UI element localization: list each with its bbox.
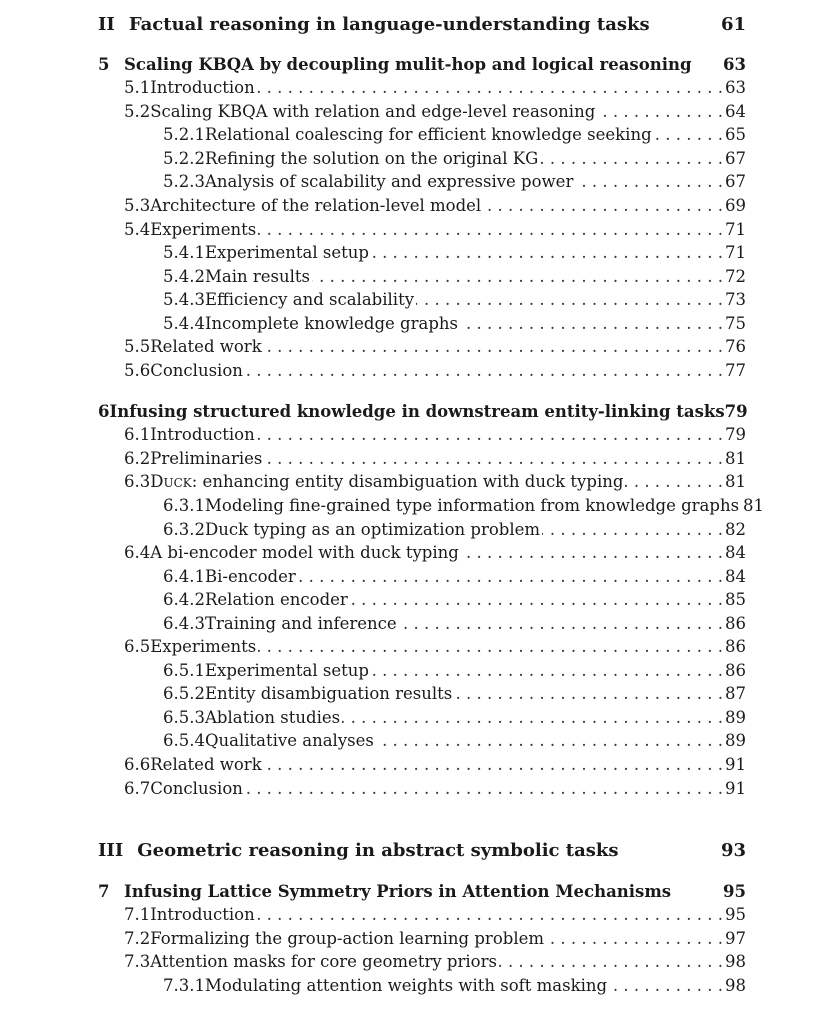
subsection-number: 6.4.2 — [163, 590, 205, 609]
dot-leader — [264, 755, 723, 774]
dot-leader — [399, 614, 723, 633]
subsection-number: 5.4.4 — [163, 314, 205, 333]
subsection-title: Main results — [204, 267, 310, 286]
subsection-title: Analysis of scalability and expressive power — [204, 172, 574, 191]
section-number: 7.3 — [124, 952, 151, 971]
toc-entry — [124, 543, 746, 567]
section-number: 6.7 — [124, 779, 151, 798]
dot-leader — [245, 361, 723, 380]
page-number: 86 — [725, 614, 746, 633]
section-number: 5.3 — [124, 196, 151, 215]
part-title: Factual reasoning in language-understanding tasks — [128, 14, 650, 35]
dot-leader — [461, 543, 723, 562]
toc-entry — [124, 449, 746, 473]
section-number: 5.2 — [124, 102, 151, 121]
page-number: 98 — [725, 976, 746, 995]
dot-leader — [483, 196, 723, 215]
dot-leader — [257, 78, 723, 97]
dot-leader — [654, 125, 723, 144]
section-number: 6.4 — [124, 543, 151, 562]
page-number: 97 — [725, 929, 746, 948]
toc-entry — [163, 520, 746, 544]
dot-leader — [625, 472, 723, 491]
chapter-number: 6 — [98, 402, 110, 421]
page-number: 95 — [725, 905, 746, 924]
page-number: 61 — [720, 14, 746, 35]
subsection-number: 5.2.3 — [163, 172, 205, 191]
toc-entry — [163, 684, 746, 708]
subsection-number: 5.2.2 — [163, 149, 205, 168]
toc-entry — [124, 102, 746, 126]
page-number: 81 — [743, 496, 765, 515]
page-number: 73 — [725, 290, 746, 309]
section-title: Introduction — [150, 78, 255, 97]
toc-entry — [124, 337, 746, 361]
subsection-title: Entity disambiguation results — [204, 684, 453, 703]
subsection-title: Relation encoder — [204, 590, 348, 609]
chapter-number: 5 — [98, 55, 110, 74]
page-number: 98 — [725, 952, 746, 971]
toc-entry — [124, 637, 746, 661]
dot-leader — [575, 172, 723, 191]
section-number: 6.1 — [124, 425, 151, 444]
chapter-title: Infusing structured knowledge in downstream entity-linking tasks — [109, 402, 725, 421]
subsection-number: 6.5.3 — [163, 708, 205, 727]
toc-entry — [163, 567, 746, 591]
page-number: 86 — [725, 661, 746, 680]
page-number: 77 — [725, 361, 746, 380]
toc-entry — [124, 220, 746, 244]
section-number: 6.6 — [124, 755, 151, 774]
part-heading — [98, 14, 746, 38]
dot-leader — [546, 929, 723, 948]
dot-leader — [342, 708, 723, 727]
page-number: 76 — [725, 337, 746, 356]
section-number: 7.2 — [124, 929, 151, 948]
toc-entry — [163, 125, 746, 149]
toc-entry — [163, 614, 746, 638]
page-number: 95 — [723, 882, 746, 901]
subsection-number: 6.3.1 — [163, 496, 205, 515]
page-number: 84 — [725, 543, 746, 562]
subsection-number: 5.2.1 — [163, 125, 205, 144]
section-number: 5.4 — [124, 220, 151, 239]
part-number: III — [98, 840, 124, 861]
page-number: 67 — [725, 172, 746, 191]
section-title: Attention masks for core geometry priors — [150, 952, 497, 971]
subsection-number: 6.3.2 — [163, 520, 205, 539]
subsection-number: 6.4.1 — [163, 567, 205, 586]
subsection-title: Duck typing as an optimization problem — [204, 520, 541, 539]
toc-entry — [124, 905, 746, 929]
toc-entry — [124, 425, 746, 449]
section-number: 6.2 — [124, 449, 151, 468]
part-heading — [98, 840, 746, 864]
toc-entry — [124, 779, 746, 803]
subsection-title: Qualitative analyses — [204, 731, 374, 750]
page-number: 79 — [725, 425, 746, 444]
page-number: 85 — [725, 590, 746, 609]
dot-leader — [460, 314, 723, 333]
section-title: Preliminaries — [150, 449, 263, 468]
subsection-title: Modeling fine-grained type information from knowledge graphs — [204, 496, 740, 515]
dot-leader — [376, 731, 723, 750]
subsection-number: 6.4.3 — [163, 614, 205, 633]
toc-entry — [163, 496, 765, 520]
dot-leader — [350, 590, 723, 609]
page-number: 91 — [725, 779, 746, 798]
page-number: 71 — [725, 220, 746, 239]
duck-name: Duck — [150, 472, 192, 491]
toc-entry — [163, 708, 746, 732]
toc-entry — [124, 952, 746, 976]
page-number: 89 — [725, 731, 746, 750]
section-title: Related work — [150, 337, 262, 356]
page-number: 89 — [725, 708, 746, 727]
page-number: 67 — [725, 149, 746, 168]
dot-leader — [257, 905, 723, 924]
subsection-number: 5.4.2 — [163, 267, 205, 286]
section-number: 6.3 — [124, 472, 151, 491]
page-number: 93 — [720, 840, 746, 861]
section-title: Formalizing the group-action learning problem — [150, 929, 545, 948]
subsection-title: Modulating attention weights with soft masking — [204, 976, 608, 995]
section-title: Experiments — [150, 637, 257, 656]
toc-entry — [124, 196, 746, 220]
page-number: 63 — [725, 78, 746, 97]
dot-leader — [371, 661, 723, 680]
section-title: Architecture of the relation-level model — [150, 196, 482, 215]
page-number: 81 — [725, 472, 746, 491]
subsection-title: Incomplete knowledge graphs — [204, 314, 458, 333]
dot-leader — [597, 102, 723, 121]
dot-leader — [540, 149, 723, 168]
dot-leader — [454, 684, 723, 703]
page-number: 63 — [723, 55, 746, 74]
section-title: Related work — [150, 755, 262, 774]
dot-leader — [609, 976, 723, 995]
toc-entry — [163, 731, 746, 755]
part-title: Geometric reasoning in abstract symbolic tasks — [137, 840, 619, 861]
page-number: 75 — [725, 314, 746, 333]
dot-leader — [257, 425, 723, 444]
toc-entry — [163, 243, 746, 267]
section-title: A bi-encoder model with duck typing — [150, 543, 459, 562]
dot-leader — [264, 449, 723, 468]
subsection-number: 5.4.1 — [163, 243, 205, 262]
subsection-number: 5.4.3 — [163, 290, 205, 309]
page-number: 71 — [725, 243, 746, 262]
section-title: Introduction — [150, 425, 255, 444]
page-number: 81 — [725, 449, 746, 468]
dot-leader — [245, 779, 723, 798]
subsection-title: Bi-encoder — [204, 567, 296, 586]
toc-entry — [163, 661, 746, 685]
page-number: 65 — [725, 125, 746, 144]
chapter-number: 7 — [98, 882, 110, 901]
subsection-number: 6.5.2 — [163, 684, 205, 703]
toc-entry — [163, 267, 746, 291]
toc-entry — [163, 149, 746, 173]
page-number: 91 — [725, 755, 746, 774]
chapter-title: Scaling KBQA by decoupling mulit-hop and logical reasoning — [124, 55, 692, 74]
subsection-title: Relational coalescing for efficient knowledge seeking — [204, 125, 652, 144]
subsection-number: 6.5.1 — [163, 661, 205, 680]
page-number: 84 — [725, 567, 746, 586]
dot-leader — [499, 952, 723, 971]
toc-entry — [163, 314, 746, 338]
page-number: 87 — [725, 684, 746, 703]
chapter-title: Infusing Lattice Symmetry Priors in Attention Mechanisms — [124, 882, 672, 901]
subsection-number: 6.5.4 — [163, 731, 205, 750]
section-number: 5.5 — [124, 337, 151, 356]
toc-entry — [163, 172, 746, 196]
chapter-heading — [98, 882, 746, 906]
toc-entry — [163, 976, 746, 1000]
toc-entry — [163, 590, 746, 614]
section-number: 6.5 — [124, 637, 151, 656]
toc-entry — [124, 361, 746, 385]
dot-leader — [542, 520, 723, 539]
toc-entry — [124, 472, 746, 496]
subsection-title: Ablation studies — [204, 708, 341, 727]
subsection-title: Efficiency and scalability — [204, 290, 415, 309]
part-number: II — [98, 14, 115, 35]
page-number: 86 — [725, 637, 746, 656]
section-number: 7.1 — [124, 905, 151, 924]
subsection-title: Experimental setup — [204, 661, 369, 680]
toc-entry — [124, 755, 746, 779]
section-number: 5.1 — [124, 78, 151, 97]
dot-leader — [258, 220, 723, 239]
page-number: 64 — [725, 102, 746, 121]
subsection-number: 7.3.1 — [163, 976, 205, 995]
section-title: Scaling KBQA with relation and edge-level reasoning — [150, 102, 596, 121]
toc-entry — [124, 929, 746, 953]
section-title: Conclusion — [150, 361, 243, 380]
subsection-title: Refining the solution on the original KG — [204, 149, 539, 168]
dot-leader — [416, 290, 723, 309]
page-number: 82 — [725, 520, 746, 539]
section-number: 5.6 — [124, 361, 151, 380]
section-title: : enhancing entity disambiguation with duck typing — [191, 472, 624, 491]
dot-leader — [371, 243, 723, 262]
toc-entry — [124, 78, 746, 102]
dot-leader — [312, 267, 723, 286]
chapter-heading — [98, 55, 746, 79]
toc-entry — [163, 290, 746, 314]
subsection-title: Experimental setup — [204, 243, 369, 262]
section-title: Conclusion — [150, 779, 243, 798]
section-title: Introduction — [150, 905, 255, 924]
subsection-title: Training and inference — [204, 614, 397, 633]
dot-leader — [298, 567, 723, 586]
page-number: 79 — [724, 402, 748, 421]
dot-leader — [258, 637, 723, 656]
page-number: 69 — [725, 196, 746, 215]
dot-leader — [264, 337, 723, 356]
section-title: Experiments — [150, 220, 257, 239]
chapter-heading — [98, 402, 746, 426]
page-number: 72 — [725, 267, 746, 286]
